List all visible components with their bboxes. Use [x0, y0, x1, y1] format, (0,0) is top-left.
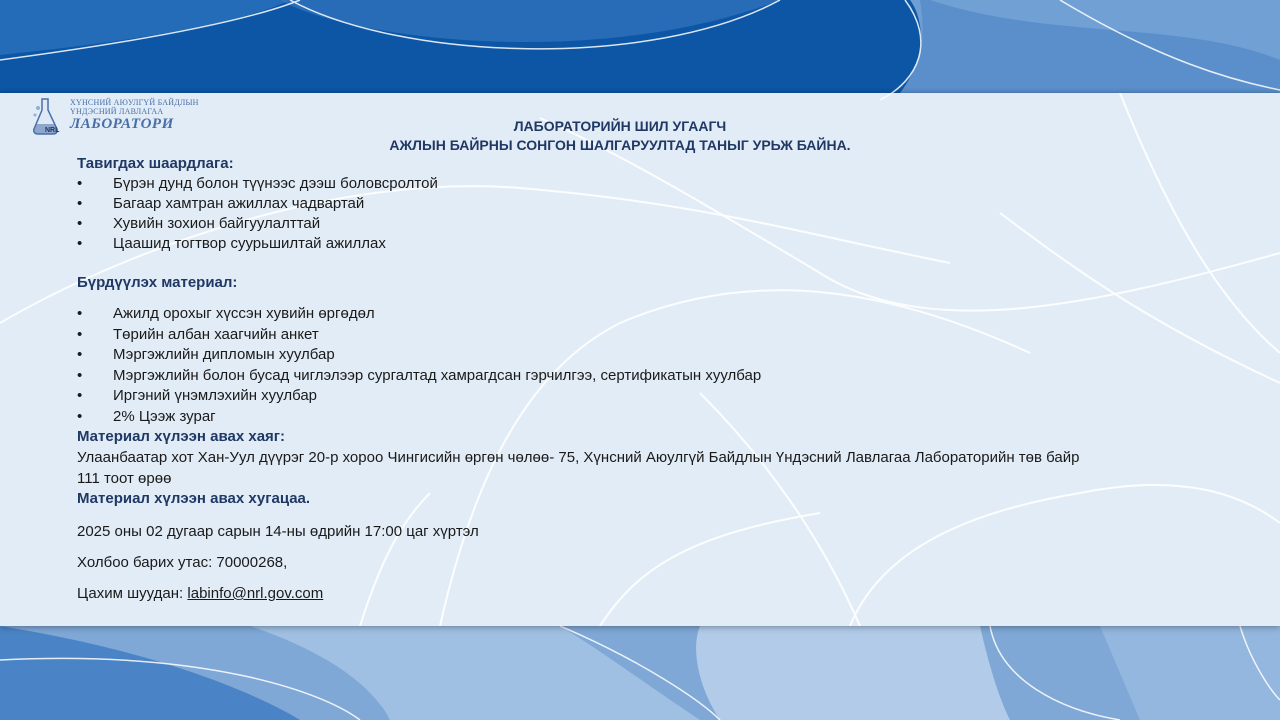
requirements-heading: Тавигдах шаардлага:	[77, 155, 234, 172]
materials-list	[77, 304, 1207, 427]
email-label: Цахим шуудан:	[77, 585, 188, 602]
list-item: • Иргэний үнэмлэхийн хуулбар	[77, 386, 1207, 407]
announcement-body	[77, 154, 1207, 604]
title-line-1: ЛАБОРАТОРИЙН ШИЛ УГААГЧ	[513, 118, 727, 134]
list-item: • Мэргэжлийн болон бусад чиглэлээр сургалтад хамрагдсан гэрчилгээ, сертификатын хуулбар	[77, 366, 1207, 387]
address-line-2: 111 тоот өрөө	[77, 470, 172, 487]
deadline-heading: Материал хүлээн авах хугацаа.	[77, 490, 311, 507]
deadline-text: 2025 оны 02 дугаар сарын 14-ны өдрийн 17:00 цаг хүртэл	[77, 523, 479, 540]
list-item: • Бүрэн дунд болон түүнээс дээш боловсролтой	[77, 174, 1207, 194]
logo-line-1: ХҮНСНИЙ АЮУЛГҮЙ БАЙДЛЫН	[70, 98, 199, 107]
list-item: • Багаар хамтран ажиллах чадвартай	[77, 194, 1207, 214]
list-item: • Хувийн зохион байгуулалттай	[77, 214, 1207, 234]
address-heading: Материал хүлээн авах хаяг:	[77, 428, 286, 445]
email-link[interactable]: labinfo@nrl.gov.com	[187, 585, 324, 602]
logo-line-2: ҮНДЭСНИЙ ЛАВЛАГАА	[70, 107, 164, 116]
requirements-list	[77, 174, 1207, 254]
contact-email	[77, 583, 1207, 604]
contact-phone: Холбоо барих утас: 70000268,	[77, 554, 288, 571]
list-item: • 2% Цээж зураг	[77, 407, 1207, 428]
title-line-2: АЖЛЫН БАЙРНЫ СОНГОН ШАЛГАРУУЛТАД ТАНЫГ УРЬЖ БАЙНА.	[389, 137, 851, 153]
page-title	[0, 117, 1240, 155]
list-item: • Ажилд орохыг хүссэн хувийн өргөдөл	[77, 304, 1207, 325]
logo-line-3: ЛАБОРАТОРИ	[70, 116, 174, 132]
logo-badge: NRL	[45, 127, 60, 134]
materials-heading: Бүрдүүлэх материал:	[77, 274, 238, 291]
list-item: • Цаашид тогтвор суурьшилтай ажиллах	[77, 234, 1207, 254]
address-line-1: Улаанбаатар хот Хан-Уул дүүрэг 20-р хороо Чингисийн өргөн чөлөө- 75, Хүнсний Аюулгүй Байдлын Үндэсний Лавлагаа Лабораторийн төв байр	[77, 449, 1080, 466]
list-item: • Мэргэжлийн дипломын хуулбар	[77, 345, 1207, 366]
list-item: • Төрийн албан хаагчийн анкет	[77, 325, 1207, 346]
